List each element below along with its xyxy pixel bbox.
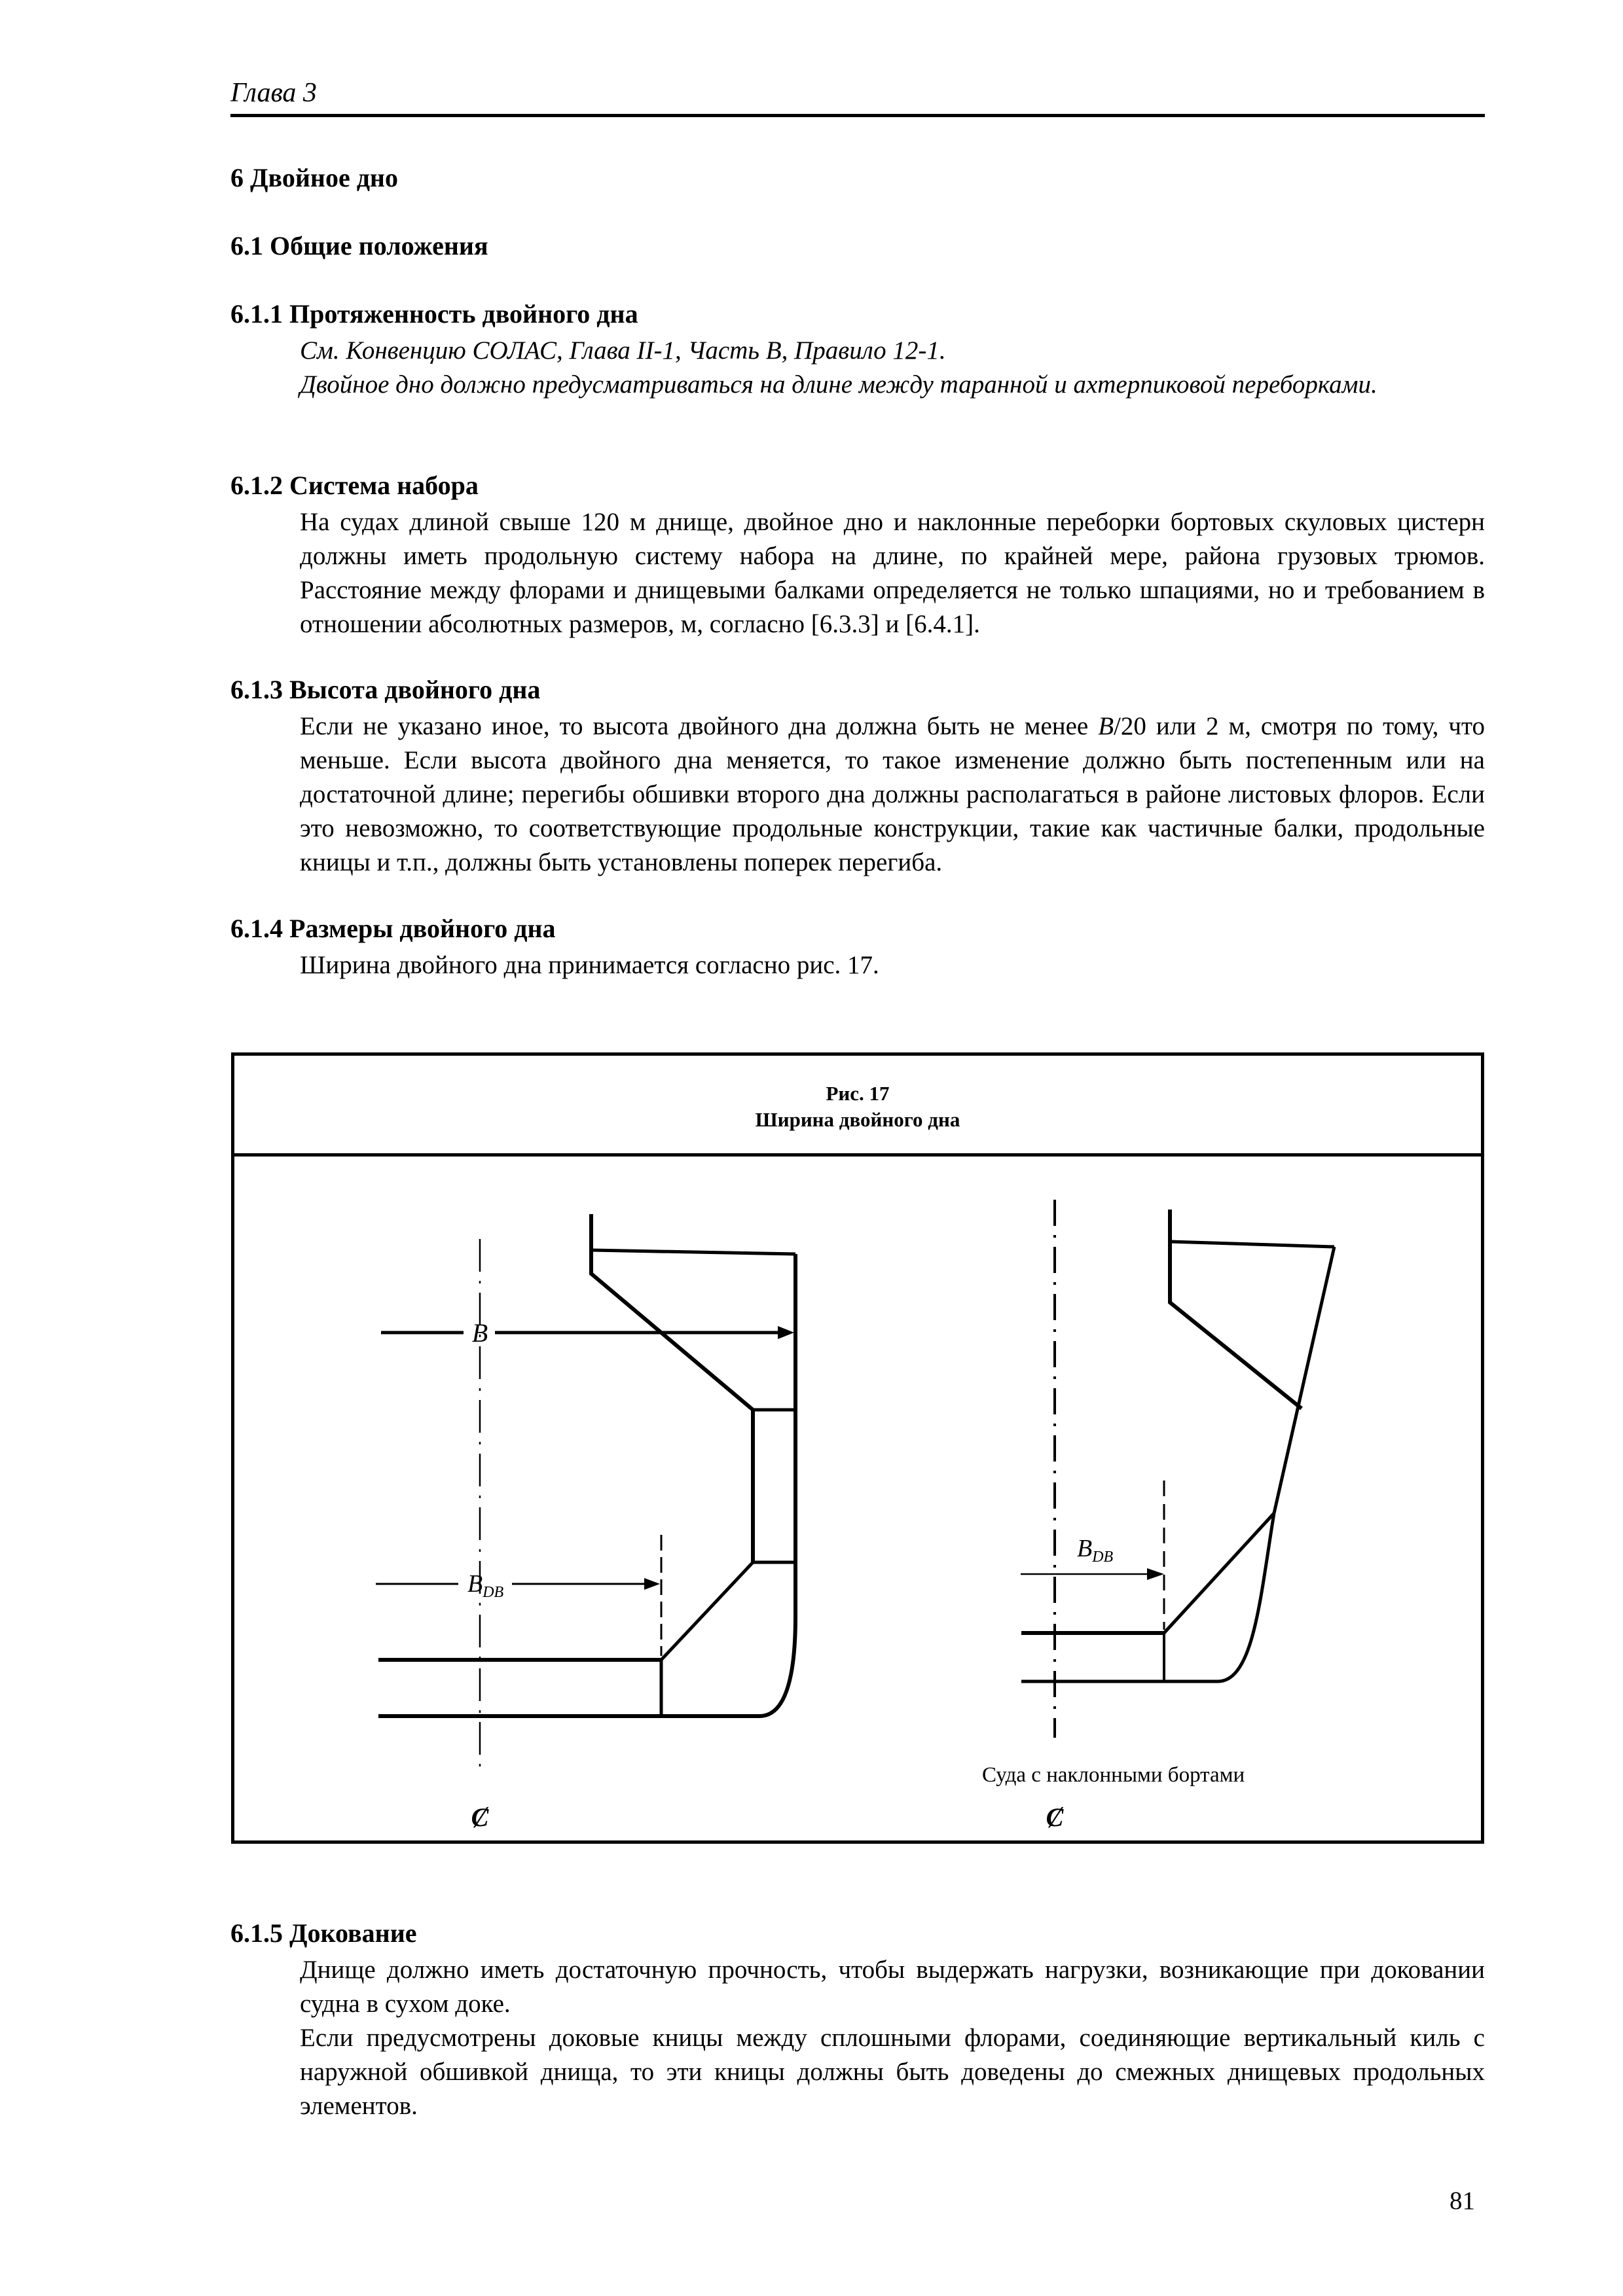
left-centerline-label: Ȼ [471, 1803, 489, 1832]
right-centerline-label: Ȼ [1046, 1803, 1064, 1832]
right-bdb-sub: DB [1092, 1549, 1114, 1566]
figure-caption-sloping-sides: Суда с наклонными бортами [982, 1763, 1245, 1787]
left-b-label: B [471, 1318, 488, 1348]
item-title-6-1-2: 6.1.2 Система набора [230, 471, 479, 500]
item-body-6-1-2 [300, 505, 1485, 641]
formula-symbol: B [1098, 712, 1114, 740]
figure-17 [231, 1052, 1484, 1844]
left-bdb-sub: DB [483, 1584, 504, 1601]
item-body-6-1-4 [300, 948, 1485, 982]
text: Если не указано иное, то высота двойного дна должна быть не менее [300, 712, 1099, 740]
header-rule [230, 114, 1485, 117]
left-bdb-main: B [467, 1570, 483, 1598]
figure-header [234, 1056, 1481, 1157]
item-body-6-1-5 [300, 1953, 1485, 2123]
item-body-6-1-3 [300, 709, 1485, 880]
paragraph: Ширина двойного дна принимается согласно рис. 17. [300, 951, 879, 979]
paragraph: Днище должно иметь достаточную прочность, чтобы выдержать нагрузки, возникающие при доковании судна в сухом доке. [300, 1956, 1485, 2018]
figure-title: Ширина двойного дна [755, 1108, 960, 1131]
paragraph: Двойное дно должно предусматриваться на длине между таранной и ахтерпиковой переборками. [300, 370, 1377, 399]
item-title-6-1-3: 6.1.3 Высота двойного дна [230, 675, 541, 704]
paragraph: См. Конвенцию СОЛАС, Глава II-1, Часть B, Правило 12-1. [300, 336, 946, 365]
paragraph [300, 709, 1485, 880]
item-body-6-1-1 [300, 334, 1485, 402]
item-title-6-1-1: 6.1.1 Протяженность двойного дна [230, 299, 638, 329]
section-title: 6 Двойное дно [230, 163, 398, 192]
item-title-6-1-4: 6.1.4 Размеры двойного дна [230, 914, 556, 943]
running-title: Глава 3 [230, 78, 317, 108]
right-bdb-main: B [1077, 1535, 1093, 1562]
subsection-title: 6.1 Общие положения [230, 231, 488, 260]
text: /20 или 2 м, смотря по тому, что меньше. Если высота двойного дна меняется, то такое изменение должно быть постепенным или на достаточной длине; перегибы обшивки второго дна должны располагаться в районе листовых флоров. Если это невозможно, то соответствующие продольные конструкции, такие как частичные балки, продольные кницы и т.п., должны быть установлены поперек перегиба. [300, 712, 1485, 876]
paragraph: На судах длиной свыше 120 м днище, двойное дно и наклонные переборки бортовых скуловых цистерн должны иметь продольную систему набора на длине, по крайней мере, района грузовых трюмов. Расстояние между флорами и днищевыми балками определяется не только шпациями, но и требованием в отношении абсолютных размеров, м, согласно [6.3.3] и [6.4.1]. [300, 508, 1485, 638]
page-number: 81 [1450, 2187, 1475, 2215]
figure-number: Рис. 17 [826, 1082, 890, 1105]
item-title-6-1-5: 6.1.5 Докование [230, 1918, 417, 1948]
paragraph: Если предусмотрены доковые кницы между сплошными флорами, соединяющие вертикальный киль с наружной обшивкой днища, то эти кницы должны быть доведены до смежных днищевых продольных элементов. [300, 2024, 1485, 2120]
